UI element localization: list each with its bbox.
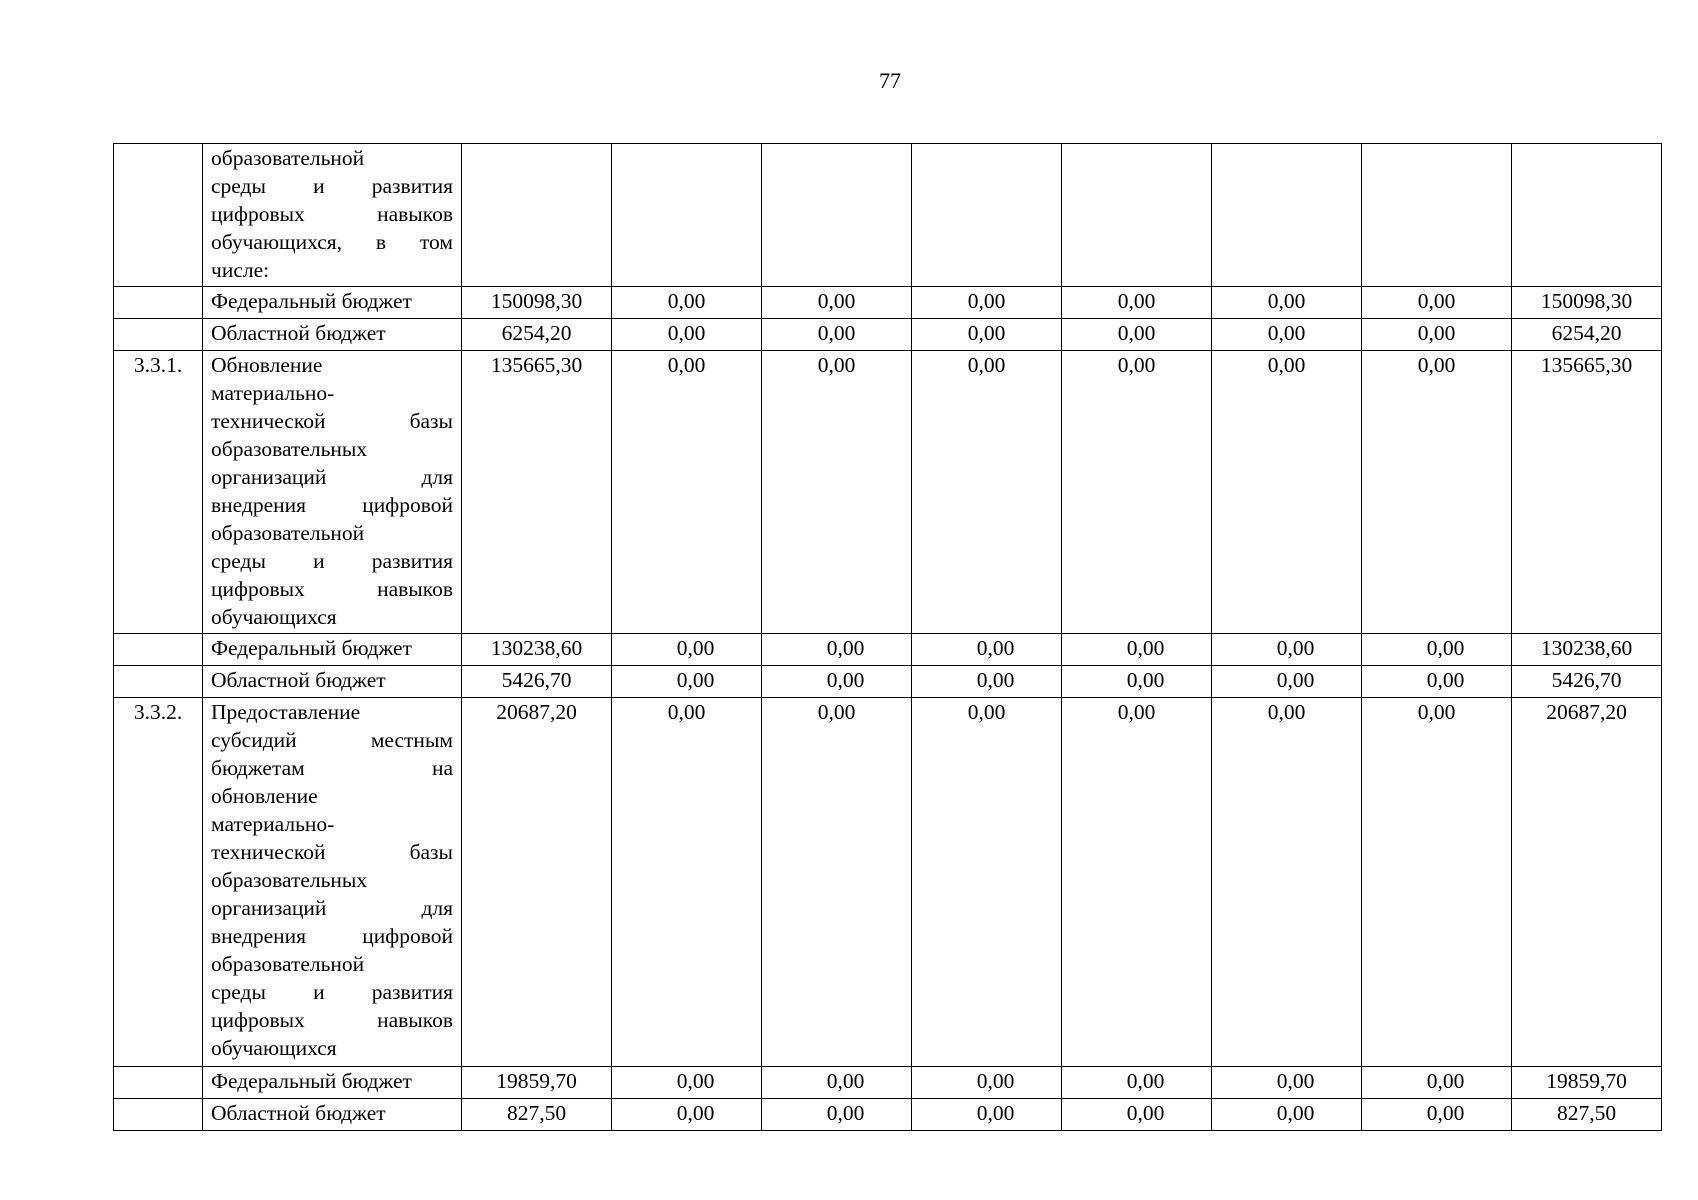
- value-cell: 19859,70: [1512, 1067, 1662, 1099]
- description-line: [211, 1006, 453, 1034]
- description-line: [211, 754, 453, 782]
- table-row: [114, 1067, 1662, 1099]
- description-line: числе:: [211, 258, 270, 282]
- value-cell: 0,00: [612, 698, 762, 1067]
- value-cell: 0,00: [762, 698, 912, 1067]
- table-row: [114, 698, 1662, 1067]
- page-number: 77: [879, 68, 901, 93]
- description-line: обучающихся: [211, 605, 337, 629]
- value-cell: 0,00: [612, 666, 762, 698]
- description-word: местным: [370, 728, 453, 752]
- value-cell: 0,00: [762, 287, 912, 319]
- row-description: [203, 144, 462, 287]
- value-cell: 0,00: [1062, 698, 1212, 1067]
- value-cell: 0,00: [1212, 319, 1362, 351]
- description-line: [211, 978, 453, 1006]
- value-cell: [1062, 144, 1212, 287]
- description-line: образовательных: [211, 868, 368, 892]
- description-word: среды: [211, 549, 266, 573]
- description-line: образовательной: [211, 146, 365, 170]
- description-line: [211, 200, 453, 228]
- value-cell: 0,00: [762, 351, 912, 634]
- value-cell: 0,00: [1062, 1099, 1212, 1131]
- value-cell: 130238,60: [462, 634, 612, 666]
- value-cell: 0,00: [1062, 1067, 1212, 1099]
- description-line: [211, 726, 453, 754]
- description-word: и: [313, 174, 325, 198]
- value-cell: 0,00: [1212, 634, 1362, 666]
- value-cell: 0,00: [612, 287, 762, 319]
- value-cell: 0,00: [1362, 319, 1512, 351]
- row-description: [203, 1099, 462, 1131]
- budget-table: [113, 143, 1662, 1131]
- value-cell: 130238,60: [1512, 634, 1662, 666]
- value-cell: 0,00: [612, 351, 762, 634]
- description-word: внедрения: [211, 493, 307, 517]
- description-word: навыков: [377, 577, 453, 601]
- description-line: образовательных: [211, 437, 368, 461]
- value-cell: 0,00: [1062, 351, 1212, 634]
- description-line: обновление: [211, 784, 318, 808]
- value-cell: 827,50: [462, 1099, 612, 1131]
- value-cell: 0,00: [612, 1067, 762, 1099]
- value-cell: 135665,30: [462, 351, 612, 634]
- row-index: 3.3.2.: [114, 698, 203, 1067]
- description-word: базы: [409, 409, 453, 433]
- value-cell: 6254,20: [462, 319, 612, 351]
- description-word: в: [375, 230, 387, 254]
- value-cell: [762, 144, 912, 287]
- value-cell: 0,00: [1212, 1099, 1362, 1131]
- description-line: [211, 491, 453, 519]
- value-cell: 0,00: [912, 287, 1062, 319]
- description-word: том: [419, 230, 453, 254]
- value-cell: 0,00: [1362, 666, 1512, 698]
- description-line: образовательной: [211, 521, 365, 545]
- value-cell: 150098,30: [462, 287, 612, 319]
- description-word: развития: [371, 174, 453, 198]
- value-cell: 0,00: [1062, 634, 1212, 666]
- description-word: развития: [371, 549, 453, 573]
- value-cell: 0,00: [1212, 666, 1362, 698]
- description-word: технической: [211, 840, 326, 864]
- value-cell: 135665,30: [1512, 351, 1662, 634]
- row-index: [114, 666, 203, 698]
- table-row: [114, 287, 1662, 319]
- description-line: [211, 407, 453, 435]
- value-cell: 827,50: [1512, 1099, 1662, 1131]
- description-line: [211, 575, 453, 603]
- description-word: цифровых: [211, 577, 305, 601]
- description-line: Обновление: [211, 353, 323, 377]
- table-row: [114, 634, 1662, 666]
- value-cell: 0,00: [912, 351, 1062, 634]
- row-description: [203, 698, 462, 1067]
- value-cell: 0,00: [1212, 1067, 1362, 1099]
- value-cell: 19859,70: [462, 1067, 612, 1099]
- value-cell: 6254,20: [1512, 319, 1662, 351]
- value-cell: 5426,70: [1512, 666, 1662, 698]
- description-word: базы: [409, 840, 453, 864]
- description-word: цифровой: [362, 924, 453, 948]
- value-cell: [1212, 144, 1362, 287]
- value-cell: 0,00: [612, 319, 762, 351]
- description-line: обучающихся: [211, 1036, 337, 1060]
- description-line: материально-: [211, 381, 335, 405]
- description-line: Предоставление: [211, 700, 361, 724]
- table-row: [114, 144, 1662, 287]
- value-cell: 0,00: [1362, 634, 1512, 666]
- description-word: навыков: [377, 1008, 453, 1032]
- description-line: образовательной: [211, 952, 365, 976]
- value-cell: 0,00: [1212, 287, 1362, 319]
- value-cell: [1362, 144, 1512, 287]
- value-cell: [1512, 144, 1662, 287]
- table-row: [114, 666, 1662, 698]
- value-cell: 150098,30: [1512, 287, 1662, 319]
- value-cell: 0,00: [912, 666, 1062, 698]
- value-cell: 0,00: [612, 634, 762, 666]
- description-word: бюджетам: [211, 756, 305, 780]
- value-cell: 0,00: [912, 1099, 1062, 1131]
- value-cell: 0,00: [912, 698, 1062, 1067]
- description-line: Областной бюджет: [211, 321, 386, 345]
- value-cell: 0,00: [1062, 666, 1212, 698]
- value-cell: 0,00: [912, 1067, 1062, 1099]
- row-description: [203, 634, 462, 666]
- description-word: обучающихся,: [211, 230, 343, 254]
- row-index: [114, 1067, 203, 1099]
- description-word: на: [431, 756, 453, 780]
- value-cell: 0,00: [1362, 351, 1512, 634]
- description-word: для: [421, 896, 453, 920]
- description-line: Федеральный бюджет: [211, 289, 412, 313]
- description-line: [211, 922, 453, 950]
- value-cell: 0,00: [762, 666, 912, 698]
- description-word: цифровой: [362, 493, 453, 517]
- description-word: и: [313, 980, 325, 1004]
- description-word: и: [313, 549, 325, 573]
- value-cell: [462, 144, 612, 287]
- description-word: среды: [211, 980, 266, 1004]
- description-word: технической: [211, 409, 326, 433]
- value-cell: 0,00: [762, 319, 912, 351]
- description-line: Областной бюджет: [211, 1101, 386, 1125]
- value-cell: 0,00: [762, 634, 912, 666]
- description-word: цифровых: [211, 202, 305, 226]
- table-row: [114, 351, 1662, 634]
- description-line: Областной бюджет: [211, 668, 386, 692]
- value-cell: 0,00: [1362, 1067, 1512, 1099]
- description-word: для: [421, 465, 453, 489]
- description-word: организаций: [211, 465, 327, 489]
- row-description: [203, 287, 462, 319]
- value-cell: 0,00: [1062, 319, 1212, 351]
- value-cell: 0,00: [612, 1099, 762, 1131]
- description-line: [211, 547, 453, 575]
- description-line: [211, 172, 453, 200]
- value-cell: 20687,20: [1512, 698, 1662, 1067]
- description-line: [211, 894, 453, 922]
- value-cell: 0,00: [1212, 351, 1362, 634]
- value-cell: 0,00: [762, 1067, 912, 1099]
- table-row: [114, 319, 1662, 351]
- description-line: [211, 463, 453, 491]
- value-cell: 0,00: [762, 1099, 912, 1131]
- value-cell: 0,00: [1212, 698, 1362, 1067]
- description-line: материально-: [211, 812, 335, 836]
- description-line: Федеральный бюджет: [211, 1069, 412, 1093]
- description-line: Федеральный бюджет: [211, 636, 412, 660]
- description-word: субсидий: [211, 728, 297, 752]
- value-cell: 0,00: [912, 319, 1062, 351]
- row-index: [114, 319, 203, 351]
- value-cell: 0,00: [912, 634, 1062, 666]
- description-word: развития: [371, 980, 453, 1004]
- description-word: цифровых: [211, 1008, 305, 1032]
- description-line: [211, 838, 453, 866]
- row-index: [114, 634, 203, 666]
- value-cell: 0,00: [1062, 287, 1212, 319]
- description-line: [211, 228, 453, 256]
- description-word: организаций: [211, 896, 327, 920]
- row-index: [114, 144, 203, 287]
- row-index: 3.3.1.: [114, 351, 203, 634]
- value-cell: [612, 144, 762, 287]
- value-cell: 0,00: [1362, 287, 1512, 319]
- description-word: среды: [211, 174, 266, 198]
- value-cell: 5426,70: [462, 666, 612, 698]
- row-index: [114, 287, 203, 319]
- budget-table-body: [114, 144, 1662, 1131]
- row-description: [203, 666, 462, 698]
- value-cell: [912, 144, 1062, 287]
- description-word: навыков: [377, 202, 453, 226]
- row-index: [114, 1099, 203, 1131]
- table-row: [114, 1099, 1662, 1131]
- row-description: [203, 1067, 462, 1099]
- row-description: [203, 319, 462, 351]
- value-cell: 20687,20: [462, 698, 612, 1067]
- value-cell: 0,00: [1362, 698, 1512, 1067]
- row-description: [203, 351, 462, 634]
- value-cell: 0,00: [1362, 1099, 1512, 1131]
- description-word: внедрения: [211, 924, 307, 948]
